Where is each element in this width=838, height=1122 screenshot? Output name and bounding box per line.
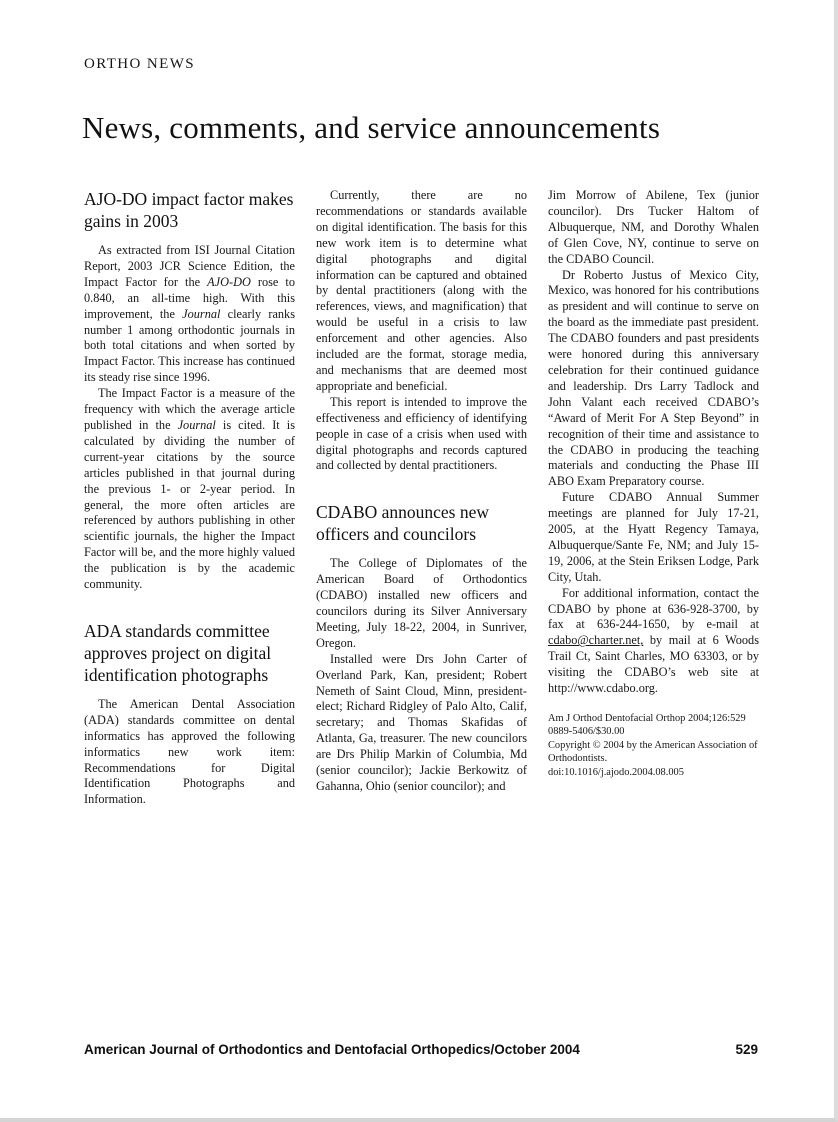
text-segment: is cited. It is calculated by dividing the number of current-year citations by the source articles published in that journal during the previous 1- or 2-year period. In general, the more often articles are referenced by authors publishing in other scientific journals, the higher the Impact Factor will be, and the more highly valued the publication is by the academic community. [84,417,295,592]
citation-block [548,712,759,779]
text-segment: by mail at 6 Woods Trail Ct, Saint Charles, MO 63303, or by visiting the CDABO’s web site at http://www.cdabo.org. [548,633,759,696]
italic-journal-abbrev: AJO-DO [207,274,251,289]
italic-journal: Journal [182,306,221,321]
email-link: cdabo@charter.net, [548,633,644,648]
heading-cdabo: CDABO announces new officers and councilors [316,502,490,545]
column-2 [316,188,527,808]
citation-line-doi: doi:10.1016/j.ajodo.2004.08.005 [548,766,684,778]
paragraph-impact-1 [84,243,295,386]
paragraph-cdabo-6 [548,586,759,697]
paragraph-cdabo-3: Jim Morrow of Abilene, Tex (junior councilor). Drs Tucker Haltom of Albuquerque, NM, and Dorothy Whalen of Glen Cove, NY, continue to serve on the CDABO Council. [548,188,759,266]
paragraph-ada-1: The American Dental Association (ADA) standards committee on dental informatics has approved the following informatics new work item: Recommendations for Digital Identification Photographs and Information. [84,696,295,807]
column-3 [548,188,759,808]
footer [84,1042,758,1057]
text-segment: As extracted from ISI Journal Citation Report, 2003 JCR Science Edition, the Impact Factor for the [84,243,295,289]
paragraph-cdabo-4: Dr Roberto Justus of Mexico City, Mexico, was honored for his contributions as president and will continue to serve on the board as the immediate past president. The CDABO founders and past presidents were honored during this anniversary celebration for their continued guidance and leadership. Drs Larry Tadlock and John Valant each received CDABO’s “Award of Merit For A Step Beyond” in recognition of their time and assistance to the CDABO in producing the teaching materials and conducting the Phase III ABO Exam Preparatory course. [548,267,759,489]
columns [84,188,758,808]
citation-line-copyright: Copyright © 2004 by the American Association of Orthodontists. [548,739,758,765]
heading-ada-standards: ADA standards committee approves project on digital identification photographs [84,620,272,685]
footer-page-number: 529 [735,1042,758,1057]
paragraph-impact-2 [84,386,295,593]
paragraph-cdabo-2: Installed were Drs John Carter of Overland Park, Kan, president; Robert Nemeth of Saint Cloud, Minn, president-elect; Richard Ridgley of Palo Alto, Calif, secretary; and Thomas Skafidas of Atlanta, Ga, treasurer. The new councilors are Drs Philip Markin of Columbia, Md (senior councilor); Jackie Berkowitz of Gahanna, Ohio (senior councilor); and [316,651,527,793]
heading-impact-factor: AJO-DO impact factor makes gains in 2003 [84,189,294,231]
paragraph-cdabo-1: The College of Diplomates of the American Board of Orthodontics (CDABO) installed new officers and councilors during its Silver Anniversary Meeting, July 18-22, 2004, in Sunriver, Oregon. [316,556,527,650]
page-title: News, comments, and service announcements [82,110,661,145]
text-segment: For additional information, contact the CDABO by phone at 636-928-3700, by fax at 636-244-1650, by e-mail at [548,585,759,632]
text-segment: clearly ranks number 1 among orthodontic journals in both total citations and when sorted by Impact Factor. This increase has continued its steady rise since 1996. [84,306,295,385]
paragraph-ada-2: Currently, there are no recommendations or standards available on digital identification. The basis for this new work item is to determine what digital photographs and digital information can be captured and obtained by dental practitioners (along with the references, views, and magnification) that would be useful in a crisis to law enforcement and other agencies. Also included are the format, storage media, and mechanisms that are deemed most appropriate and beneficial. [316,188,527,393]
paragraph-ada-3: This report is intended to improve the effectiveness and efficiency of identifying people in case of a crisis when used with digital photographs and records captured and collected by dental practitioners. [316,394,527,473]
text-segment: The Impact Factor is a measure of the frequency with which the average article published in the [84,386,295,432]
paragraph-cdabo-5: Future CDABO Annual Summer meetings are planned for July 17-21, 2005, at the Hyatt Regency Tamaya, Albuquerque/Sante Fe, NM; and July 15-19, 2006, at the Stein Eriksen Lodge, Park City, Utah. [548,490,759,584]
text-segment: rose to 0.840, an all-time high. With this improvement, the [84,274,295,321]
citation-line-journal: Am J Orthod Dentofacial Orthop 2004;126:529 [548,713,746,724]
section-label: ORTHO NEWS [84,56,196,72]
column-1 [84,188,295,808]
citation-line-issn: 0889-5406/$30.00 [548,726,625,738]
italic-journal: Journal [177,417,216,432]
footer-journal-line: American Journal of Orthodontics and Dentofacial Orthopedics/October 2004 [84,1042,580,1057]
